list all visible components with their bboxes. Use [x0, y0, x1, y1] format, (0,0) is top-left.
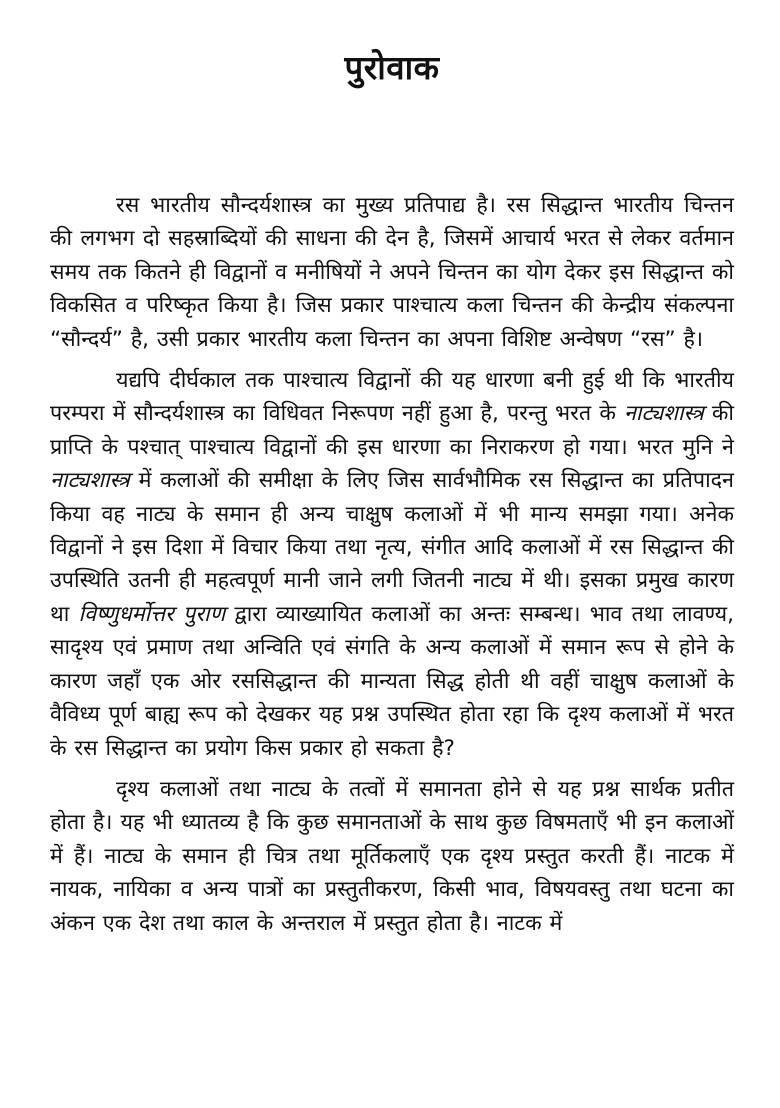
book-title-vishnudharmottara-purana: विष्णुधर्मोत्तर पुराण: [78, 601, 226, 627]
page-title: पुरोवाक: [344, 48, 440, 87]
paragraph-2-text-d: द्वारा व्याख्यायित कलाओं का अन्तः सम्बन्ध। भाव तथा लावण्य, सादृश्य एवं प्रमाण तथा अन्विति एवं संगति के अन्य कलाओं में समान रूप से होने के कारण जहाँ एक ओर रससिद्धान्त की मान्यता सिद्ध होती थी वहीं चाक्षुष कलाओं के वैविध्य पूर्ण बाह्य रूप को देखकर यह प्रश्न उपस्थित होता रहा कि दृश्य कलाओं में भरत के रस सिद्धान्त का प्रयोग किस प्रकार हो सकता है?: [50, 601, 734, 761]
paragraph-3: दृश्य कलाओं तथा नाट्य के तत्वों में समानता होने से यह प्रश्न सार्थक प्रतीत होता है। यह भी ध्यातव्य है कि कुछ समानताओं के साथ कुछ विषमताएँ भी इन कलाओं में हैं। नाट्य के समान ही चित्र तथा मूर्तिकलाएँ एक दृश्य प्रस्तुत करती हैं। नाटक में नायक, नायिका व अन्य पात्रों का प्रस्तुतीकरण, किसी भाव, विषयवस्तु तथा घटना का अंकन एक देश तथा काल के अन्तराल में प्रस्तुत होता है। नाटक में: [50, 776, 734, 936]
book-title-natyashastra: नाट्यशास्त्र: [624, 401, 704, 427]
paragraph-2-text-c: में कलाओं की समीक्षा के लिए जिस सार्वभौमिक रस सिद्धान्त का प्रतिपादन किया वह नाट्य के समान ही अन्य चाक्षुष कलाओं में भी मान्य समझा गया। अनेक विद्वानों ने इस दिशा में विचार किया तथा नृत्य, संगीत आदि कलाओं में रस सिद्धान्त की उपस्थिति उतनी ही महत्वपूर्ण मानी जाने लगी जितनी नाट्य में थी। इसका प्रमुख कारण था: [50, 468, 734, 627]
paragraph-1: रस भारतीय सौन्दर्यशास्त्र का मुख्य प्रतिपाद्य है। रस सिद्धान्त भारतीय चिन्तन की लगभग दो सहस्राब्दियों की साधना की देन है, जिसमें आचार्य भरत से लेकर वर्तमान समय तक कितने ही विद्वानों व मनीषियों ने अपने चिन्तन का योग देकर इस सिद्धान्त को विकसित व परिष्कृत किया है। जिस प्रकार पाश्चात्य कला चिन्तन की केन्द्रीय संकल्पना “सौन्दर्य” है, उसी प्रकार भारतीय कला चिन्तन का अपना विशिष्ट अन्वेषण “रस” है।: [50, 193, 734, 352]
paragraph-2-text-a: यद्यपि दीर्घकाल तक पाश्चात्य विद्वानों की यह धारणा बनी हुई थी कि भारतीय परम्परा में सौन्दर्यशास्त्र का विधिवत निरूपण नहीं हुआ है, परन्तु भरत के: [50, 368, 734, 427]
paragraph-2-text-b: की प्राप्ति के पश्चात् पाश्चात्य विद्वानों की इस धारणा का निराकरण हो गया। भरत मुनि ने: [50, 401, 734, 460]
paragraph-2: [50, 364, 734, 765]
book-title-natyashastra-2: नाट्यशास्त्र: [50, 468, 130, 494]
